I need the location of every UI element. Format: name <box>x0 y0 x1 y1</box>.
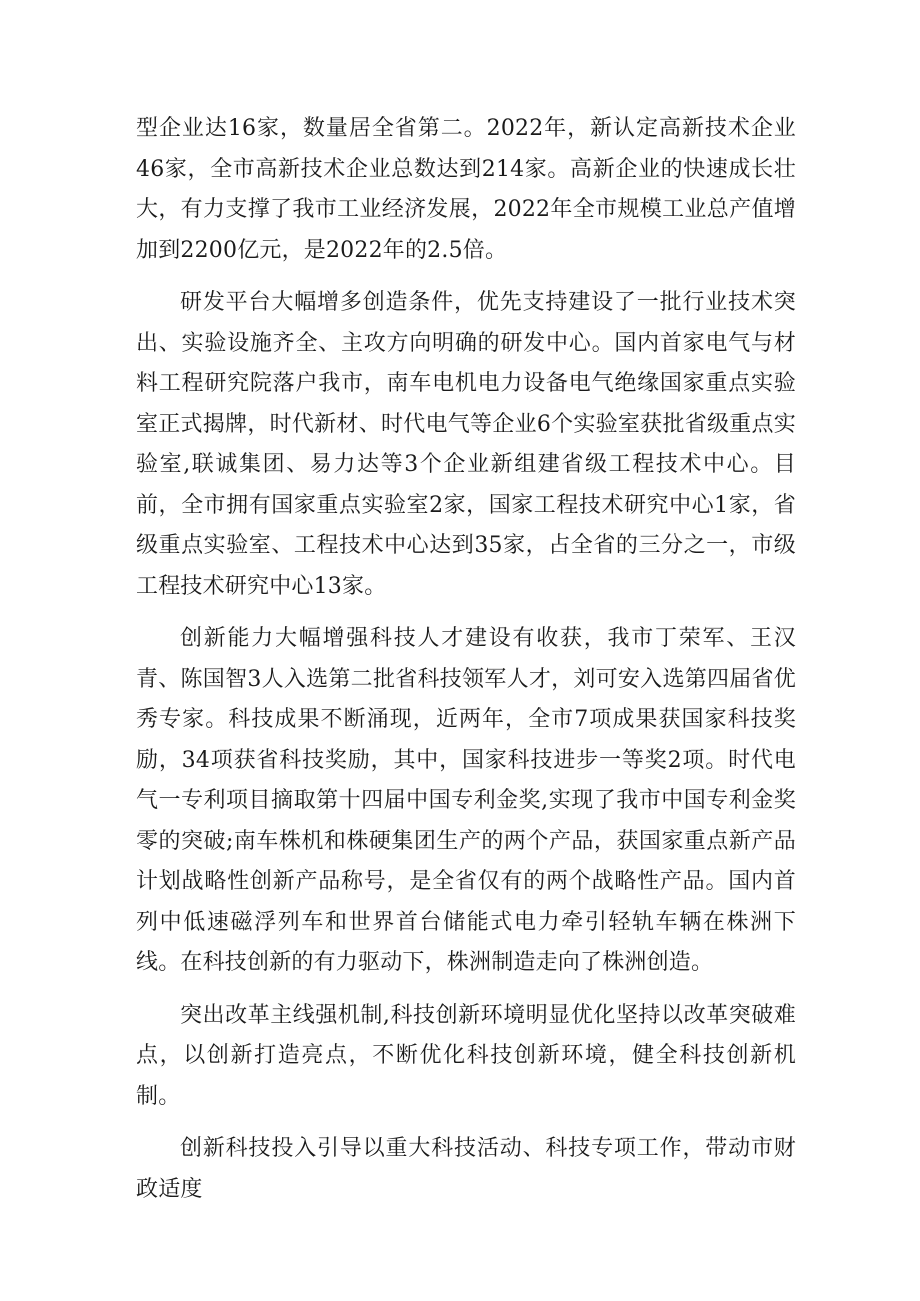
paragraph-innovation-capacity: 创新能力大幅增强科技人才建设有收获，我市丁荣军、王汉青、陈国智3人入选第二批省科技领军人才，刘可安入选第四届省优秀专家。科技成果不断涌现，近两年，全市7项成果获国家科技奖励，34项获省科技奖励，其中，国家科技进步一等奖2项。时代电气一专利项目摘取第十四届中国专利金奖,实现了我市中国专利金奖零的突破;南车株机和株硬集团生产的两个产品，获国家重点新产品计划战略性创新产品称号，是全省仅有的两个战略性产品。国内首列中低速磁浮列车和世界首台储能式电力牵引轻轨车辆在株洲下线。在科技创新的有力驱动下，株洲制造走向了株洲创造。 <box>136 626 796 975</box>
paragraph-reform-mechanism: 突出改革主线强机制,科技创新环境明显优化坚持以改革突破难点，以创新打造亮点，不断优化科技创新环境，健全科技创新机制。 <box>136 1002 796 1109</box>
paragraph-investment-guidance: 创新科技投入引导以重大科技活动、科技专项工作，带动市财政适度 <box>136 1136 796 1202</box>
paragraph-rd-platforms: 研发平台大幅增多创造条件，优先支持建设了一批行业技术突出、实验设施齐全、主攻方向明确的研发中心。国内首家电气与材料工程研究院落户我市，南车电机电力设备电气绝缘国家重点实验室正式揭牌，时代新材、时代电气等企业6个实验室获批省级重点实验室,联诚集团、易力达等3个企业新组建省级工程技术中心。目前，全市拥有国家重点实验室2家，国家工程技术研究中心1家，省级重点实验室、工程技术中心达到35家，占全省的三分之一，市级工程技术研究中心13家。 <box>136 290 796 599</box>
document-body <box>136 109 796 1222</box>
paragraph-high-tech-enterprises: 型企业达16家，数量居全省第二。2022年，新认定高新技术企业46家，全市高新技术企业总数达到214家。高新企业的快速成长壮大，有力支撑了我市工业经济发展，2022年全市规模工业总产值增加到2200亿元，是2022年的2.5倍。 <box>136 116 796 263</box>
